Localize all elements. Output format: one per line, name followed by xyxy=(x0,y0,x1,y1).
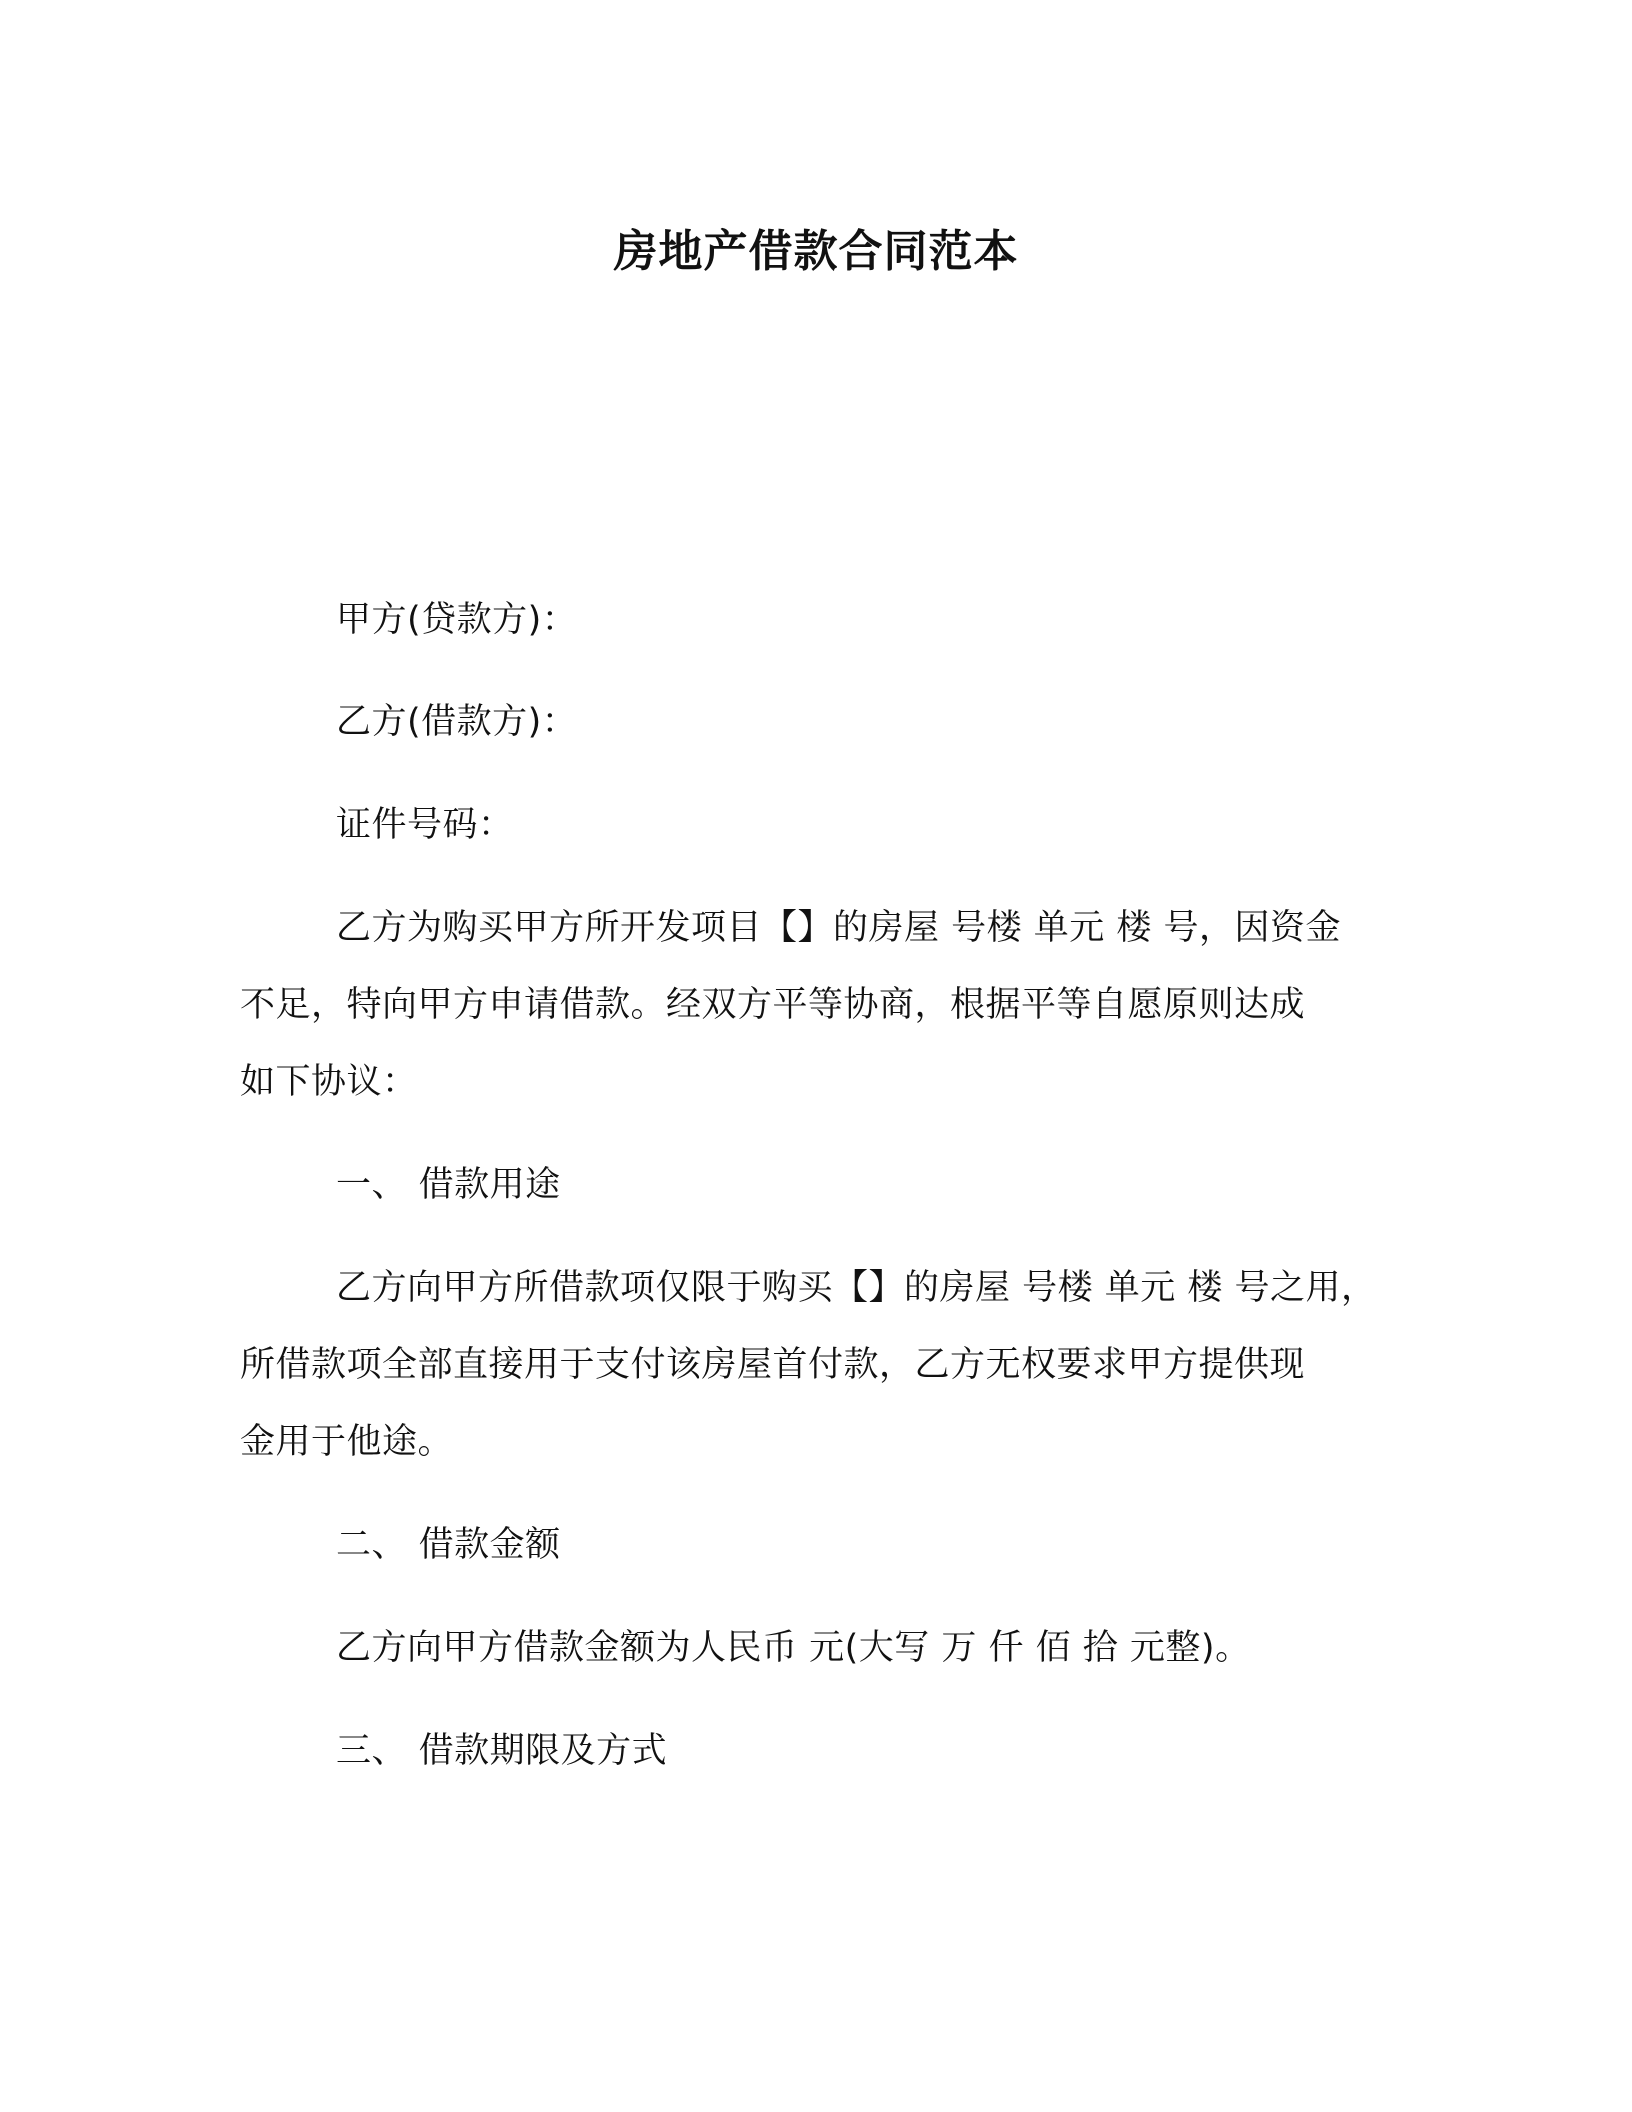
section-1-line-2: 所借款项全部直接用于支付该房屋首付款，乙方无权要求甲方提供现 xyxy=(240,1345,1306,1385)
section-2-line-1: 乙方向甲方借款金额为人民币 元(大写 万 仟 佰 拾 元整)。 xyxy=(336,1628,1251,1668)
section-2-heading: 二、 借款金额 xyxy=(336,1525,561,1565)
id-number-label: 证件号码： xyxy=(336,805,514,845)
section-3-heading: 三、 借款期限及方式 xyxy=(336,1731,668,1771)
party-a-label: 甲方(贷款方)： xyxy=(336,600,578,640)
section-1-heading: 一、 借款用途 xyxy=(336,1165,561,1205)
party-b-label: 乙方(借款方)： xyxy=(336,702,578,742)
preamble-line-2: 不足，特向甲方申请借款。经双方平等协商，根据平等自愿原则达成 xyxy=(240,985,1306,1025)
section-1-line-3: 金用于他途。 xyxy=(240,1422,454,1462)
document-title: 房地产借款合同范本 xyxy=(613,226,1019,277)
section-1-line-1: 乙方向甲方所借款项仅限于购买【】的房屋 号楼 单元 楼 号之用， xyxy=(336,1268,1377,1308)
preamble-line-3: 如下协议： xyxy=(240,1062,418,1102)
preamble-line-1: 乙方为购买甲方所开发项目【】的房屋 号楼 单元 楼 号，因资金 xyxy=(336,908,1342,948)
